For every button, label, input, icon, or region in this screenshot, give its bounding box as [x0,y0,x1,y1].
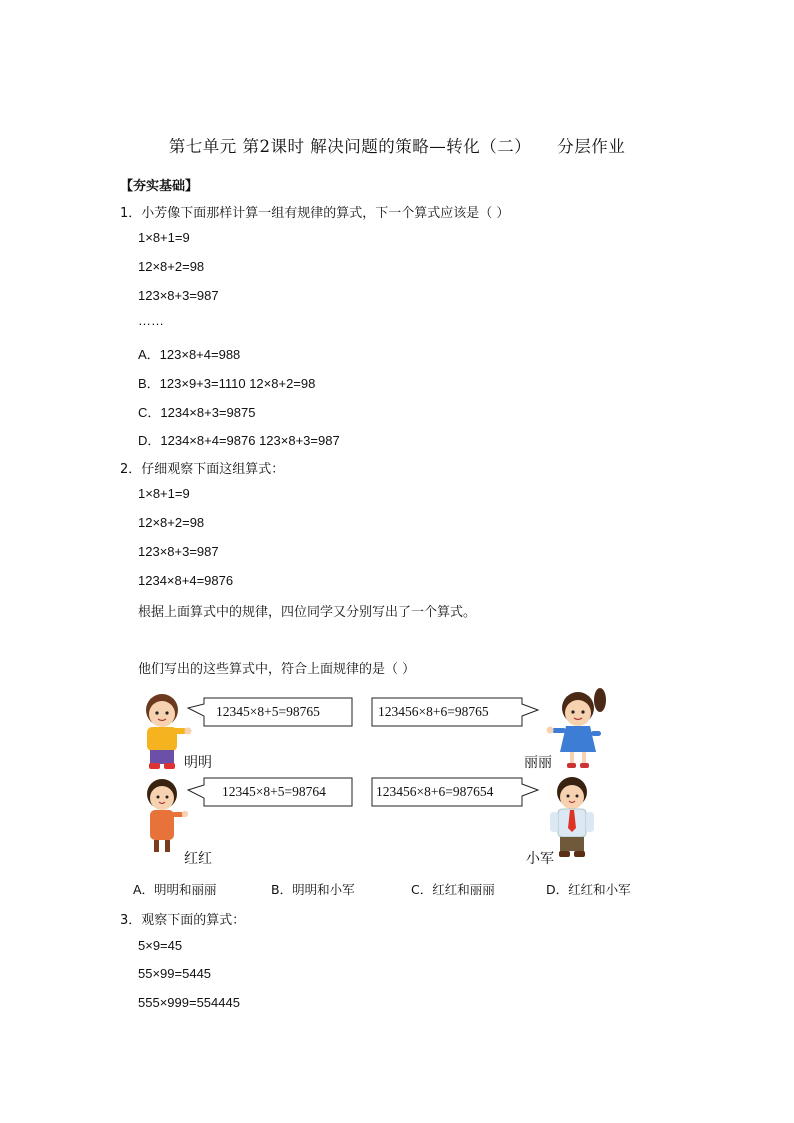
q1-line: 1×8+1=9 [138,230,190,245]
q3-line: 555×999=554445 [138,995,240,1010]
q1-option-a: A．123×8+4=988 [138,347,241,362]
q2-line: 123×8+3=987 [138,544,219,559]
q1-option-c: C．1234×8+3=9875 [138,405,256,420]
bubble-text-mingming: 12345×8+5=98765 [216,704,320,719]
q2-line: 12×8+2=98 [138,515,205,530]
bubble-text-xiaojun: 123456×8+6=987654 [376,784,494,799]
q1-option-b: B．123×9+3=1110 12×8+2=98 [138,376,316,391]
bubble-text-lili: 123456×8+6=98765 [378,704,489,719]
name-honghong: 红红 [184,852,212,867]
q2-option-c: C．红红和丽丽 [411,882,495,897]
q2-line: 1234×8+4=9876 [138,573,234,588]
q2-note: 根据上面算式中的规律，四位同学又分别写出了一个算式。 [138,605,477,620]
q2-option-a: A．明明和丽丽 [133,882,217,897]
q2-stem: 2．仔细观察下面这组算式： [120,462,285,477]
q1-line: 12×8+2=98 [138,259,205,274]
q1-stem: 1．小芳像下面那样计算一组有规律的算式，下一个算式应该是（ ） [120,206,510,221]
title-main: 第七单元 第2课时 解决问题的策略—转化（二） [168,137,532,156]
q1-ellipsis: …… [138,313,164,328]
name-mingming: 明明 [184,756,212,771]
children-illustration [130,686,620,871]
q2-option-d: D．红红和小军 [546,882,631,897]
girl-lili-figure [547,688,607,768]
q3-line: 55×99=5445 [138,966,212,981]
q3-stem: 3．观察下面的算式： [120,913,246,928]
q2-ask: 他们写出的这些算式中，符合上面规律的是（ ） [138,662,416,677]
q3-line: 5×9=45 [138,938,183,953]
q2-line: 1×8+1=9 [138,486,190,501]
title-sub: 分层作业 [557,137,626,156]
q2-option-b: B．明明和小军 [271,882,355,897]
name-xiaojun: 小军 [526,852,554,867]
q1-line: 123×8+3=987 [138,288,219,303]
q1-option-d: D．1234×8+4=9876 123×8+3=987 [138,433,340,448]
section-heading: 【夯实基础】 [120,179,199,194]
name-lili: 丽丽 [524,756,552,771]
page-title [0,133,794,157]
girl-honghong-figure [147,779,188,852]
boy-xiaojun-figure [550,777,594,857]
bubble-text-honghong: 12345×8+5=98764 [222,784,326,799]
